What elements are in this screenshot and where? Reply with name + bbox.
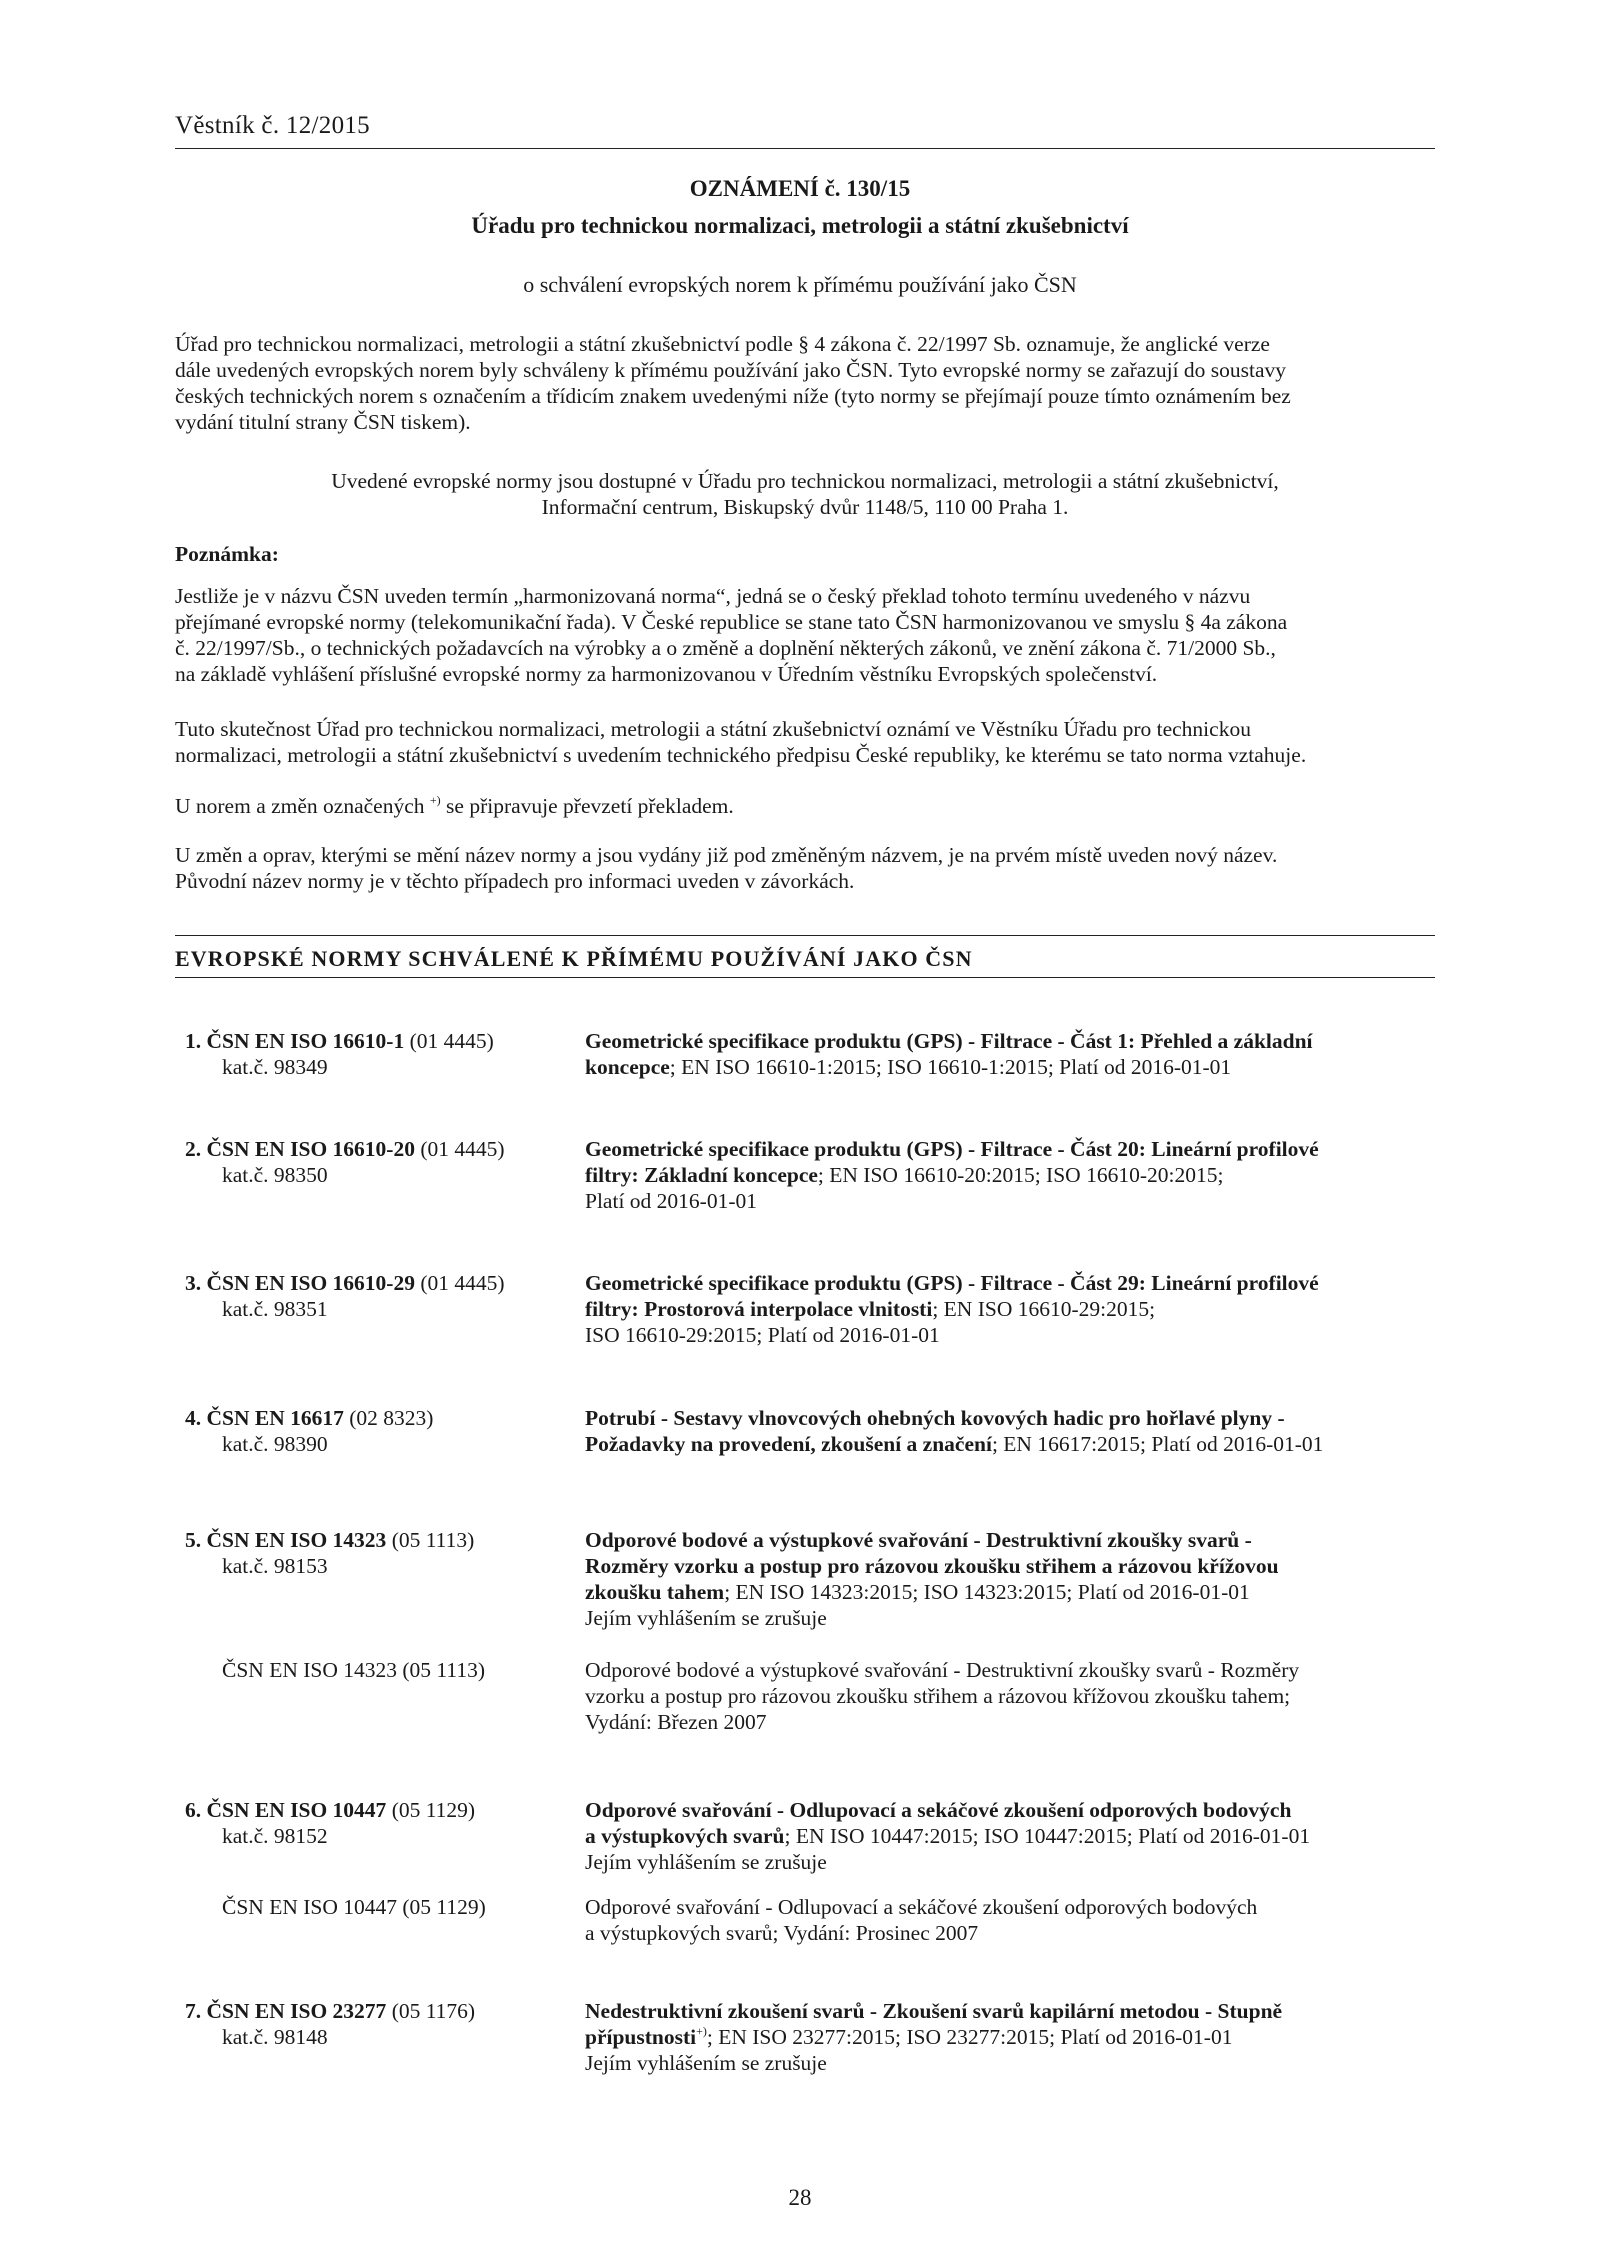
description-line: Jejím vyhlášením se zrušuje [585,1850,827,1874]
intro-paragraph [175,331,1435,435]
description-line: Geometrické specifikace produktu (GPS) - Filtrace - Část 1: Přehled a základní [585,1029,1313,1053]
norm-code: 5. ČSN EN ISO 14323 [185,1528,387,1552]
norm-code: 2. ČSN EN ISO 16610-20 [185,1137,415,1161]
description-line: Vydání: Březen 2007 [585,1710,767,1734]
intro-line: Úřad pro technickou normalizaci, metrologii a státní zkušebnictví podle § 4 zákona č. 22/1997 Sb. oznamuje, že anglické verze [175,332,1270,356]
norm-identifier [185,1136,565,1188]
norm-description [585,1028,1435,1080]
norm-class: (05 1176) [386,1999,476,2023]
norm-description [585,1797,1435,1875]
availability-note [175,468,1435,520]
norm-class: (01 4445) [414,1271,505,1295]
note-paragraph-4 [175,842,1435,894]
catalog-number: kat.č. 98390 [222,1432,328,1456]
bulletin-title: Věstník č. 12/2015 [175,112,370,139]
norm-code: 6. ČSN EN ISO 10447 [185,1798,387,1822]
note-line: Jestliže je v názvu ČSN uveden termín „harmonizovaná norma“, jedná se o český překlad tohoto termínu uvedeného v názvu [175,584,1251,608]
description-line: Nedestruktivní zkoušení svarů - Zkoušení svarů kapilární metodou - Stupně [585,1999,1283,2023]
norm-class: (05 1129) [386,1798,476,1822]
description-line: Odporové bodové a výstupkové svařování - Destruktivní zkoušky svarů - Rozměry [585,1658,1300,1682]
announcement-subject: o schválení evropských norem k přímému používání jako ČSN [523,272,1077,297]
catalog-number: kat.č. 98148 [222,2025,328,2049]
description-line: filtry: Prostorová interpolace vlnitosti; EN ISO 16610-29:2015; [585,1297,1156,1321]
announcement-title: OZNÁMENÍ č. 130/15 [689,176,911,201]
description-line: filtry: Základní koncepce; EN ISO 16610-20:2015; ISO 16610-20:2015; [585,1163,1224,1187]
norm-code: 3. ČSN EN ISO 16610-29 [185,1271,415,1295]
norm-description [585,1527,1435,1631]
description-line: Rozměry vzorku a postup pro rázovou zkoušku střihem a rázovou křížovou [585,1554,1279,1578]
norm-description [585,1405,1435,1457]
description-line: Jejím vyhlášením se zrušuje [585,1606,827,1630]
translation-mark: +) [429,793,441,807]
catalog-number: kat.č. 98349 [222,1055,328,1079]
note-line: přejímané evropské normy (telekomunikační řada). V České republice se stane tato ČSN harmonizovanou ve smyslu § 4a zákona [175,610,1288,634]
note-line: na základě vyhlášení příslušné evropské normy za harmonizovanou v Úředním věstníku Evropských společenství. [175,662,1158,686]
note-line: Původní název normy je v těchto případech pro informaci uveden v závorkách. [175,869,855,893]
norm-identifier [185,1797,565,1849]
description-line: Požadavky na provedení, zkoušení a značení; EN 16617:2015; Platí od 2016-01-01 [585,1432,1324,1456]
catalog-number: kat.č. 98351 [222,1297,328,1321]
intro-line: dále uvedených evropských norem byly schváleny k přímému používání jako ČSN. Tyto evropské normy se zařazují do soustavy [175,358,1287,382]
availability-line: Informační centrum, Biskupský dvůr 1148/5, 110 00 Praha 1. [541,495,1069,519]
norm-code: 4. ČSN EN 16617 [185,1406,344,1430]
description-line: Potrubí - Sestavy vlnovcových ohebných kovových hadic pro hořlavé plyny - [585,1406,1285,1430]
description-line: Odporové svařování - Odlupovací a sekáčové zkoušení odporových bodových [585,1895,1258,1919]
norm-class: (01 4445) [414,1137,505,1161]
norm-class: (01 4445) [404,1029,494,1053]
note-line: U změn a oprav, kterými se mění název normy a jsou vydány již pod změněným názvem, je na prvém místě uveden nový název. [175,843,1278,867]
description-line: Geometrické specifikace produktu (GPS) - Filtrace - Část 20: Lineární profilové [585,1137,1319,1161]
note-line: normalizaci, metrologii a státní zkušebnictví s uvedením technického předpisu České republiky, ke kterému se tato norma vztahuje. [175,743,1307,767]
section-divider [175,977,1435,978]
description-line: ISO 16610-29:2015; Platí od 2016-01-01 [585,1323,940,1347]
description-line: Platí od 2016-01-01 [585,1189,757,1213]
norm-description [585,1998,1435,2076]
norm-identifier [185,1527,565,1579]
announcement-authority: Úřadu pro technickou normalizaci, metrologii a státní zkušebnictví [471,213,1129,238]
norm-identifier [185,1270,565,1322]
intro-line: českých technických norem s označením a třídicím znakem uvedenými níže (tyto normy se přejímají pouze tímto oznámením bez [175,384,1291,408]
norm-class: (05 1113) [386,1528,475,1552]
norm-code: 1. ČSN EN ISO 16610-1 [185,1029,405,1053]
norm-identifier [185,1998,565,2050]
catalog-number: kat.č. 98153 [222,1554,328,1578]
note-paragraph-2 [175,716,1435,768]
description-line: Geometrické specifikace produktu (GPS) - Filtrace - Část 29: Lineární profilové [585,1271,1319,1295]
norm-description [585,1270,1435,1348]
norm-class: (02 8323) [343,1406,434,1430]
description-line: přípustnosti+); EN ISO 23277:2015; ISO 23277:2015; Platí od 2016-01-01 [585,2024,1233,2049]
page-number: 28 [788,2185,812,2210]
description-line: vzorku a postup pro rázovou zkoušku střihem a rázovou křížovou zkoušku tahem; [585,1684,1291,1708]
description-line: a výstupkových svarů; EN ISO 10447:2015; ISO 10447:2015; Platí od 2016-01-01 [585,1824,1311,1848]
description-line: Odporové bodové a výstupkové svařování - Destruktivní zkoušky svarů - [585,1528,1252,1552]
replaced-norm-description [585,1894,1435,1946]
description-line: a výstupkových svarů; Vydání: Prosinec 2007 [585,1921,979,1945]
note-text: U norem a změn označených [175,794,430,818]
norm-code: 7. ČSN EN ISO 23277 [185,1999,387,2023]
page-header [175,112,1435,149]
note-line: č. 22/1997/Sb., o technických požadavcích na výrobky a o změně a doplnění některých zákonů, ve znění zákona č. 71/2000 Sb., [175,636,1276,660]
description-line: zkoušku tahem; EN ISO 14323:2015; ISO 14323:2015; Platí od 2016-01-01 [585,1580,1250,1604]
note-text: se připravuje převzetí překladem. [440,794,734,818]
description-line: Jejím vyhlášením se zrušuje [585,2051,827,2075]
translation-mark: +) [696,2024,707,2038]
availability-line: Uvedené evropské normy jsou dostupné v Úřadu pro technickou normalizaci, metrologii a státní zkušebnictví, [331,469,1279,493]
intro-line: vydání titulní strany ČSN tiskem). [175,410,471,434]
note-line: Tuto skutečnost Úřad pro technickou normalizaci, metrologii a státní zkušebnictví oznámí ve Věstníku Úřadu pro technickou [175,717,1251,741]
section-heading: EVROPSKÉ NORMY SCHVÁLENÉ K PŘÍMÉMU POUŽÍVÁNÍ JAKO ČSN [175,946,973,971]
note-paragraph-1 [175,583,1435,687]
section-divider [175,935,1435,936]
replaced-norm-description [585,1657,1435,1735]
replaced-norm-code: ČSN EN ISO 14323 (05 1113) [222,1658,485,1682]
description-line: Odporové svařování - Odlupovací a sekáčové zkoušení odporových bodových [585,1798,1292,1822]
catalog-number: kat.č. 98350 [222,1163,328,1187]
note-label: Poznámka: [175,542,279,566]
norm-identifier [185,1405,565,1457]
catalog-number: kat.č. 98152 [222,1824,328,1848]
description-line: koncepce; EN ISO 16610-1:2015; ISO 16610-1:2015; Platí od 2016-01-01 [585,1055,1232,1079]
norm-identifier [185,1028,565,1080]
replaced-norm-code: ČSN EN ISO 10447 (05 1129) [222,1895,486,1919]
norm-description [585,1136,1435,1214]
note-paragraph-3 [175,793,1435,819]
